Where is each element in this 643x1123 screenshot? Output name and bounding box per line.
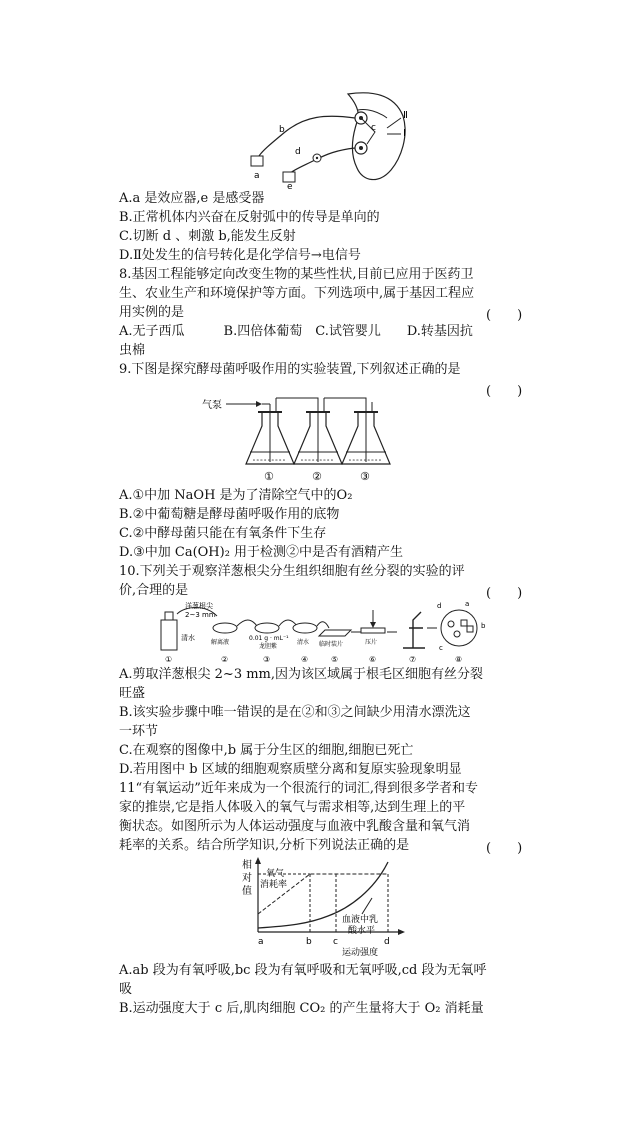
q11-answer-paren: ( ) (486, 841, 523, 856)
step-5: ⑤ (331, 655, 339, 664)
q7-option-d: D.Ⅱ处发生的信号转化是化学信号→电信号 (119, 248, 361, 263)
stain-name-label: 龙胆紫 (259, 643, 278, 650)
region-d-label: d (437, 602, 442, 610)
stain-conc-label: 0.01 g · mL⁻¹ (249, 635, 289, 642)
q9-option-a: A.①中加 NaOH 是为了清除空气中的O₂ (119, 488, 353, 503)
step-7: ⑦ (409, 655, 417, 664)
step-6: ⑥ (369, 655, 377, 664)
exercise-intensity-chart (238, 854, 408, 958)
step-3: ③ (263, 655, 271, 664)
reflex-label-I: Ⅰ (403, 128, 406, 139)
q9-answer-paren: ( ) (486, 384, 523, 399)
q10-stem-1: 10.下列关于观察洋葱根尖分生组织细胞有丝分裂的实验的评 (119, 564, 465, 579)
q8-stem-1: 8.基因工程能够定向改变生物的某些性状,目前已应用于医药卫 (119, 267, 474, 282)
step-1: ① (165, 655, 173, 664)
reflex-label-b: b (279, 125, 285, 135)
step-4: ④ (301, 655, 309, 664)
x-axis-label: 运动强度 (342, 948, 379, 958)
q10-option-c: C.在观察的图像中,b 属于分生区的细胞,细胞已死亡 (119, 743, 414, 758)
x-tick-c: c (333, 937, 338, 947)
series-label-lactate-2: 酸水平 (348, 926, 376, 936)
y-axis-label-3: 值 (242, 886, 252, 897)
q10-option-a-2: 旺盛 (119, 686, 146, 701)
region-a-label: a (465, 600, 470, 608)
water-label: 清水 (181, 634, 195, 642)
reflex-label-c: c (371, 123, 376, 133)
root-tip-label: 洋葱根尖 (185, 602, 213, 610)
air-pump-label: 气泵 (202, 400, 222, 411)
q7-option-a: A.a 是效应器,e 是感受器 (119, 191, 265, 206)
series-label-o2-2: 消耗率 (260, 880, 288, 890)
reflex-label-a: a (254, 171, 260, 181)
series-label-o2-1: 氧气 (266, 869, 285, 879)
q11-stem-2: 家的推崇,它是指人体吸入的氧气与需求相等,达到生理上的平 (119, 800, 466, 815)
y-axis-label-2: 对 (242, 873, 252, 884)
step-2: ② (221, 655, 229, 664)
q9-stem: 9.下图是探究酵母菌呼吸作用的实验装置,下列叙述正确的是 (119, 362, 461, 377)
q8-options: A.无子西瓜 B.四倍体葡萄 C.试管婴儿 D.转基因抗 (119, 324, 473, 339)
q11-stem-1: 11“有氧运动”近年来成为一个很流行的词汇,得到很多学者和专 (119, 781, 478, 796)
q10-answer-paren: ( ) (486, 586, 523, 601)
series-label-lactate-1: 血液中乳 (342, 915, 379, 925)
x-tick-d: d (384, 937, 390, 947)
step-8: ⑧ (455, 655, 463, 664)
dissociation-label: 解离液 (211, 639, 230, 646)
flask-3-label: ③ (360, 470, 370, 483)
q10-option-a-1: A.剪取洋葱根尖 2~3 mm,因为该区域属于根毛区细胞有丝分裂 (119, 667, 484, 682)
q9-option-c: C.②中酵母菌只能在有氧条件下生存 (119, 526, 327, 541)
yeast-respiration-apparatus (200, 392, 420, 484)
svg-text:∘∘∘∘∘∘∘∘∘: ∘∘∘∘∘∘∘∘∘ (252, 457, 286, 464)
q10-option-b-1: B.该实验步骤中唯一错误的是在②和③之间缺少用清水漂洗这 (119, 705, 471, 720)
press-label: 压片 (365, 639, 378, 646)
temp-slide-label: 临时装片 (319, 641, 344, 648)
q11-stem-4: 耗率的关系。结合所学知识,分析下列说法正确的是 (119, 838, 410, 853)
q9-option-d: D.③中加 Ca(OH)₂ 用于检测②中是否有酒精产生 (119, 545, 404, 560)
q8-options-cont: 虫棉 (119, 343, 146, 358)
flask-2-label: ② (312, 470, 322, 483)
reflex-arc-figure (245, 88, 415, 190)
rinse-water-label: 清水 (297, 639, 310, 646)
q10-option-b-2: 一环节 (119, 724, 159, 739)
reflex-label-e: e (287, 182, 293, 190)
q11-option-a-2: 吸 (119, 982, 133, 997)
svg-text:∘∘∘∘∘∘∘∘∘: ∘∘∘∘∘∘∘∘∘ (300, 457, 334, 464)
q11-stem-3: 衡状态。如图所示为人体运动强度与血液中乳酸含量和氧气消 (119, 819, 471, 834)
x-tick-a: a (258, 937, 264, 947)
svg-text:∘∘∘∘∘∘∘∘∘: ∘∘∘∘∘∘∘∘∘ (348, 457, 382, 464)
region-c-label: c (439, 644, 443, 652)
x-tick-b: b (306, 937, 312, 947)
q8-answer-paren: ( ) (486, 308, 523, 323)
y-axis-label-1: 相 (242, 860, 252, 871)
q10-stem-2: 价,合理的是 (119, 583, 189, 598)
q8-stem-3: 用实例的是 (119, 305, 185, 320)
reflex-label-II: Ⅱ (403, 110, 408, 121)
region-b-label: b (481, 622, 486, 630)
q8-stem-2: 生、农业生产和环境保护等方面。下列选项中,属于基因工程应 (119, 286, 475, 301)
q9-option-b: B.②中葡萄糖是酵母菌呼吸作用的底物 (119, 507, 340, 522)
flask-1-label: ① (264, 470, 274, 483)
q11-option-b: B.运动强度大于 c 后,肌肉细胞 CO₂ 的产生量将大于 O₂ 消耗量 (119, 1001, 484, 1016)
reflex-label-d: d (295, 147, 301, 157)
mitosis-experiment-steps (155, 598, 495, 664)
root-length-label: 2~3 mm (185, 611, 216, 619)
q10-option-d: D.若用图中 b 区域的细胞观察质壁分离和复原实验现象明显 (119, 762, 462, 777)
q11-option-a-1: A.ab 段为有氧呼吸,bc 段为有氧呼吸和无氧呼吸,cd 段为无氧呼 (119, 963, 487, 978)
q7-option-b: B.正常机体内兴奋在反射弧中的传导是单向的 (119, 210, 380, 225)
q7-option-c: C.切断 d 、刺激 b,能发生反射 (119, 229, 296, 244)
